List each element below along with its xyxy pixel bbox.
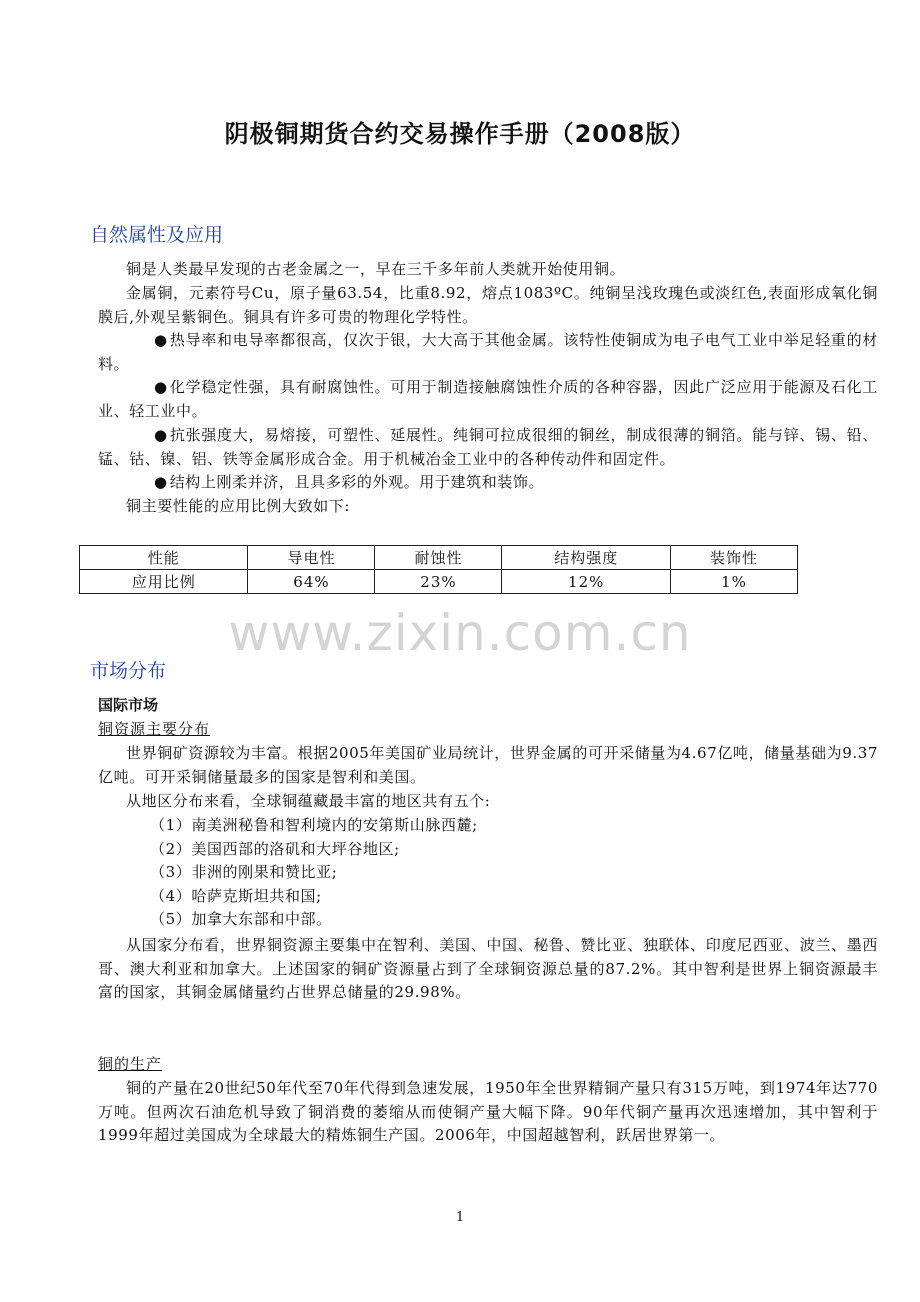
bullet-icon: ● xyxy=(154,426,168,444)
bullet-icon: ● xyxy=(154,378,168,396)
watermark: www.zixin.com.cn xyxy=(228,604,692,662)
bullet-text: 热导率和电导率都很高，仅次于银，大大高于其他金属。该特性使铜成为电子电气工业中举足轻重的材料。 xyxy=(98,331,878,373)
table-row xyxy=(80,570,798,594)
document-title: 阴极铜期货合约交易操作手册（2008版） xyxy=(224,120,696,148)
list-item: （2）美国西部的洛矶和大坪谷地区; xyxy=(150,839,400,858)
region-list xyxy=(150,814,478,932)
table-header-row xyxy=(80,546,798,570)
bullet-icon: ● xyxy=(154,473,168,491)
table-cell: 1% xyxy=(670,570,797,594)
table-cell: 装饰性 xyxy=(670,546,797,570)
list-item: （1）南美洲秘鲁和智利境内的安第斯山脉西麓; xyxy=(150,816,478,834)
paragraph: 世界铜矿资源较为丰富。根据2005年美国矿业局统计，世界金属的可开采储量为4.67亿吨，储量基础为9.37亿吨。可开采铜储量最多的国家是智利和美国。 xyxy=(98,744,878,786)
page-number: 1 xyxy=(455,1210,465,1225)
bullet-paragraph xyxy=(98,471,878,495)
table-cell: 应用比例 xyxy=(80,570,248,594)
table-cell: 23% xyxy=(375,570,502,594)
table-cell: 性能 xyxy=(80,546,248,570)
table-cell: 结构强度 xyxy=(502,546,670,570)
section-heading-properties: 自然属性及应用 xyxy=(90,224,224,246)
paragraph: 金属铜，元素符号Cu，原子量63.54，比重8.92，熔点1083ºC。纯铜呈浅玫瑰色或淡红色,表面形成氧化铜膜后,外观呈紫铜色。铜具有许多可贵的物理化学特性。 xyxy=(98,284,878,326)
properties-table xyxy=(79,545,798,594)
bullet-text: 抗张强度大，易熔接，可塑性、延展性。纯铜可拉成很细的铜丝，制成很薄的铜箔。能与锌、锡、铅、锰、钴、镍、铝、铁等金属形成合金。用于机械冶金工业中的各种传动件和固定件。 xyxy=(98,426,878,468)
bullet-paragraph xyxy=(98,329,878,376)
paragraph: 铜主要性能的应用比例大致如下: xyxy=(126,497,351,515)
bullet-text: 化学稳定性强，具有耐腐蚀性。可用于制造接触腐蚀性介质的各种容器，因此广泛应用于能源及石化工业、轻工业中。 xyxy=(98,378,878,420)
bullet-paragraph xyxy=(98,424,878,471)
list-item: （4）哈萨克斯坦共和国; xyxy=(150,886,322,905)
subheading-resource-distribution: 铜资源主要分布 xyxy=(98,720,211,738)
paragraph: 铜的产量在20世纪50年代至70年代得到急速发展，1950年全世界精铜产量只有315万吨，到1974年达770万吨。但两次石油危机导致了铜消费的萎缩从而使铜产量大幅下降。90年代铜产量再次迅速增加，其中智利于1999年超过美国成为全球最大的精炼铜生产国。2006年，中国超越智利，跃居世界第一。 xyxy=(98,1079,878,1144)
paragraph: 从地区分布来看，全球铜蕴藏最丰富的地区共有五个: xyxy=(126,792,491,810)
bullet-paragraph xyxy=(98,376,878,423)
list-item: （5）加拿大东部和中部。 xyxy=(150,910,332,928)
section-heading-market: 市场分布 xyxy=(90,660,167,682)
subheading-international-market: 国际市场 xyxy=(98,696,159,714)
bullet-icon: ● xyxy=(154,331,168,349)
table-cell: 64% xyxy=(248,570,375,594)
table-cell: 12% xyxy=(502,570,670,594)
bullet-text: 结构上刚柔并济，且具多彩的外观。用于建筑和装饰。 xyxy=(169,473,545,491)
table-cell: 导电性 xyxy=(248,546,375,570)
paragraph: 从国家分布看，世界铜资源主要集中在智利、美国、中国、秘鲁、赞比亚、独联体、印度尼西亚、波兰、墨西哥、澳大利亚和加拿大。上述国家的铜矿资源量占到了全球铜资源总量的87.2%。其中智利是世界上铜资源最丰富的国家，其铜金属储量约占世界总储量的29.98%。 xyxy=(98,936,878,1001)
paragraph: 铜是人类最早发现的古老金属之一，早在三千多年前人类就开始使用铜。 xyxy=(126,260,626,278)
list-item: （3）非洲的刚果和赞比亚; xyxy=(150,863,338,881)
subheading-copper-production: 铜的生产 xyxy=(98,1055,163,1073)
table-cell: 耐蚀性 xyxy=(375,546,502,570)
